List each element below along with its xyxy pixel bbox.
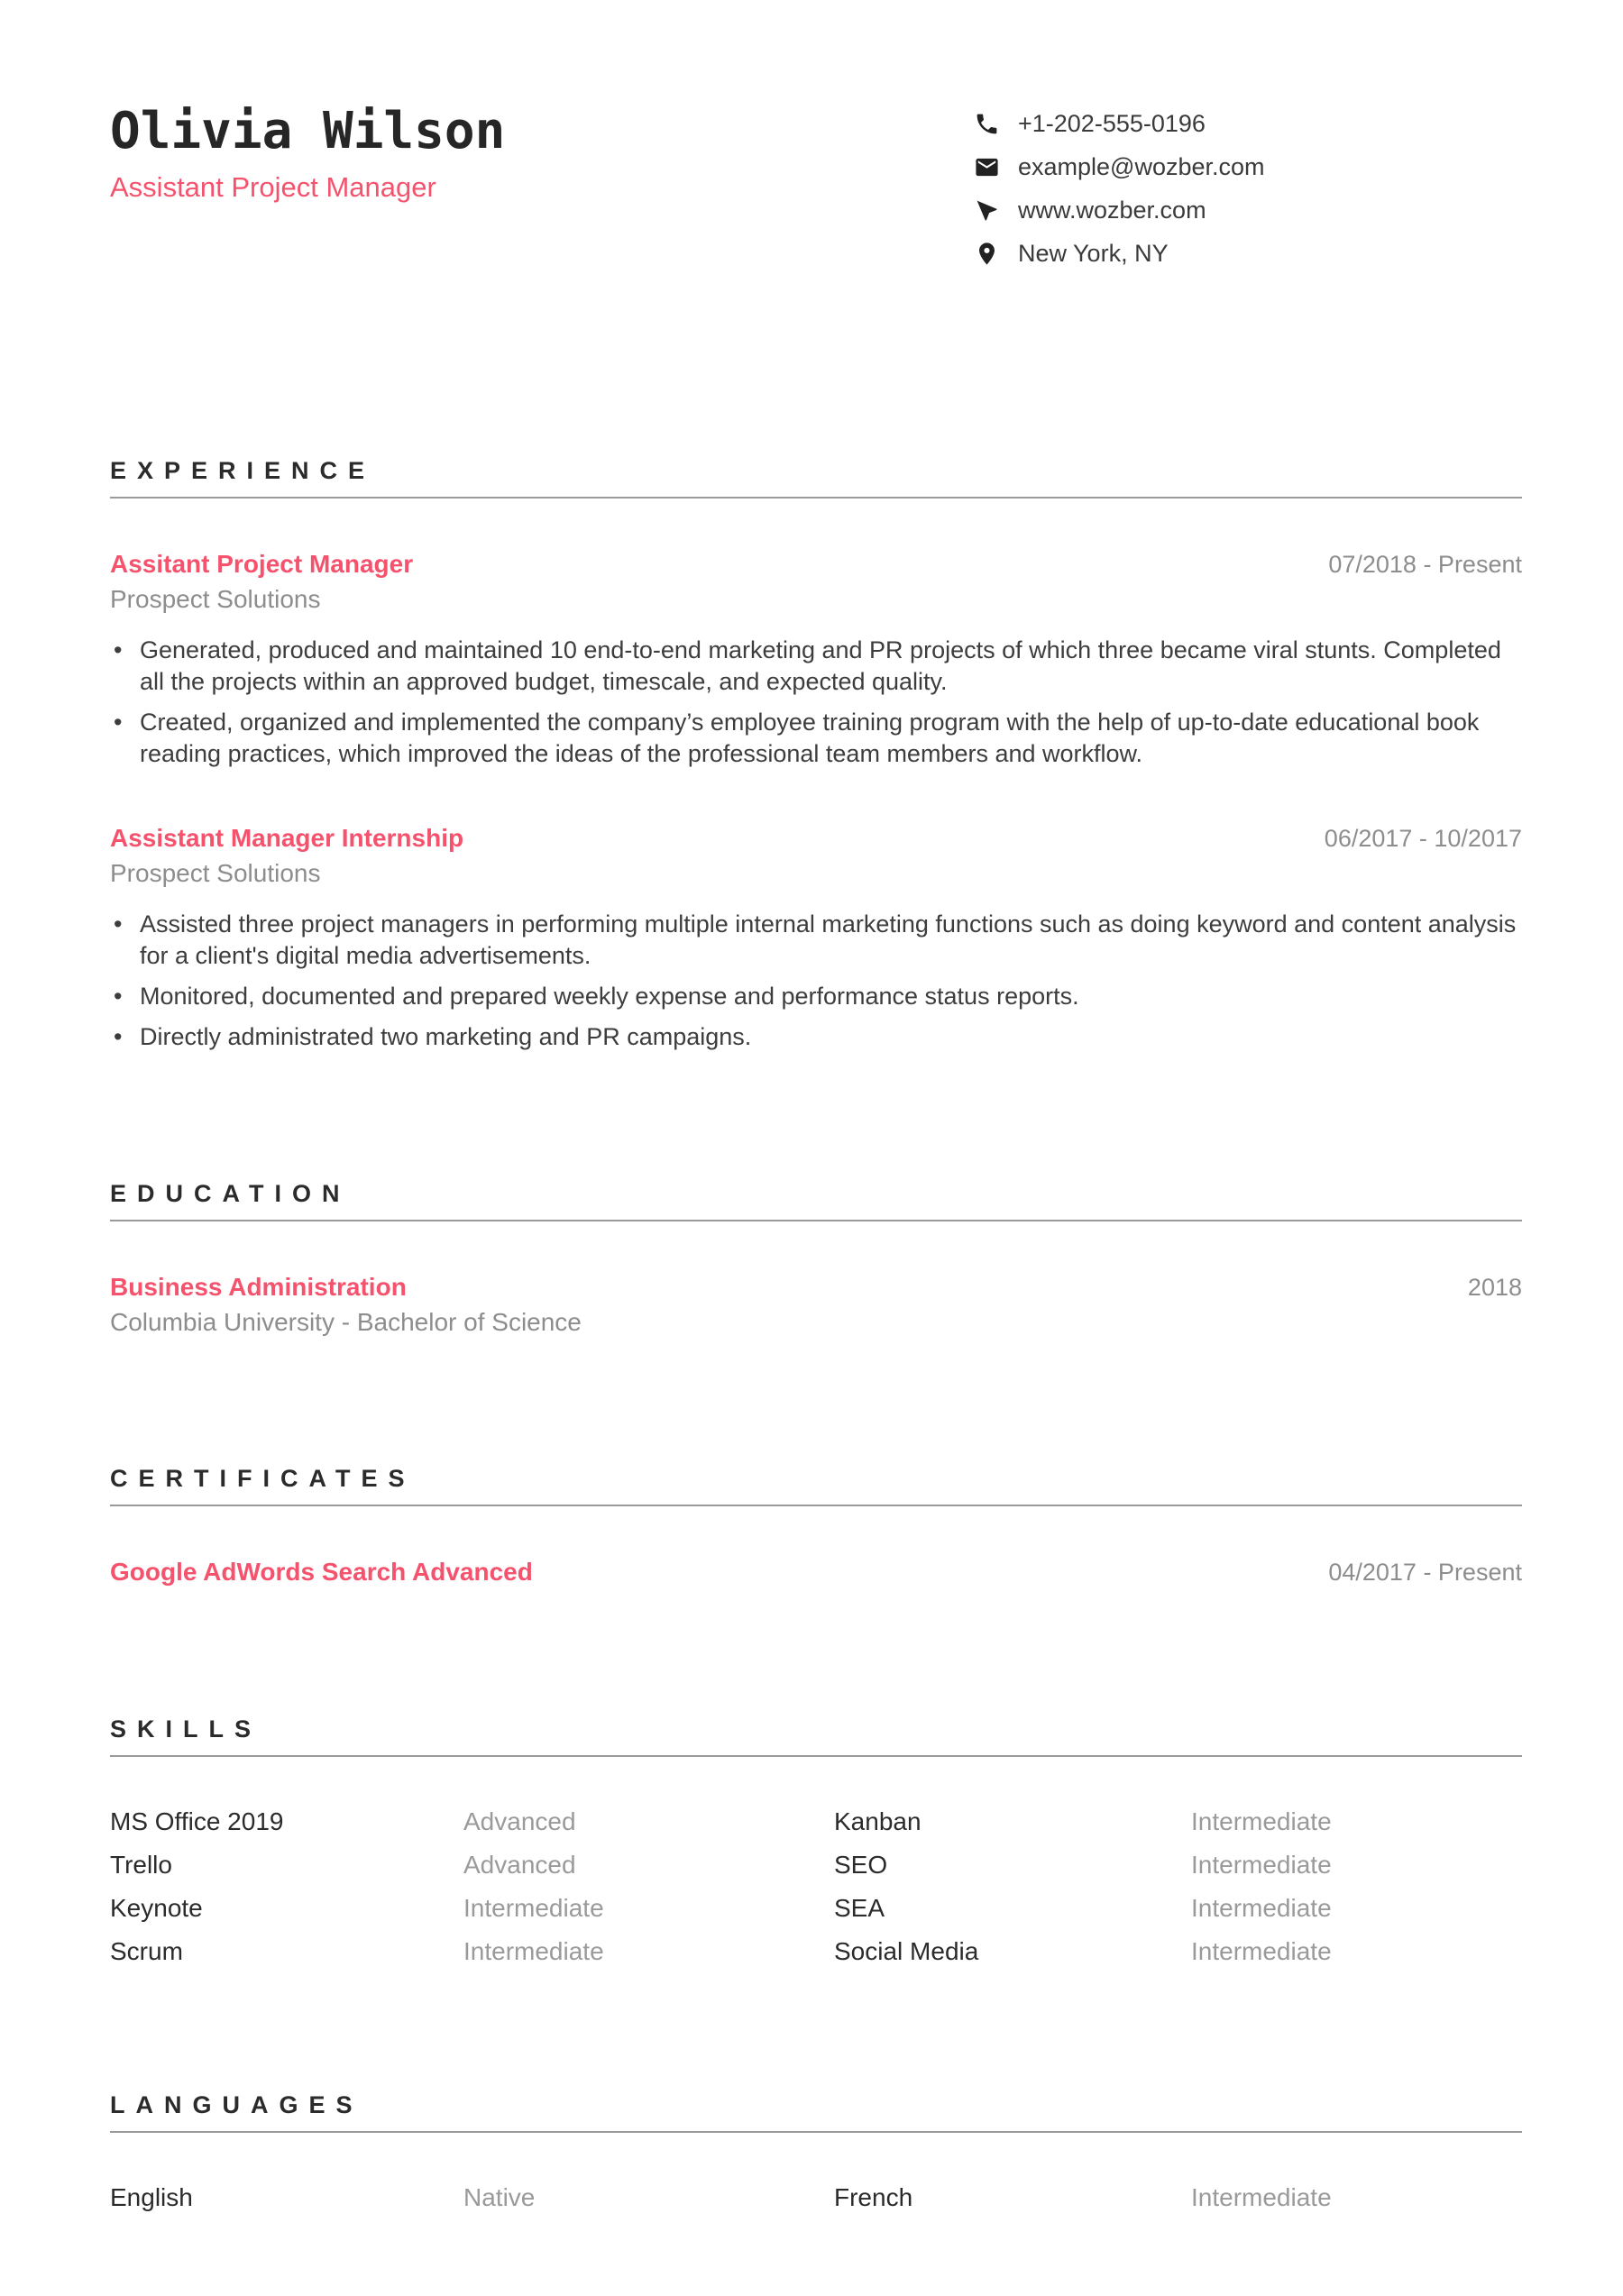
experience-dates: 06/2017 - 10/2017 [1324, 825, 1522, 852]
language-name: French [834, 2183, 913, 2211]
contact-location [974, 240, 1522, 268]
language-name: English [110, 2183, 193, 2211]
phone-icon [974, 111, 1000, 137]
section-divider [110, 2131, 1522, 2133]
certificate-item [110, 1556, 1522, 1588]
experience-item [110, 548, 1522, 770]
skill-name: MS Office 2019 [110, 1807, 284, 1835]
section-languages [110, 2090, 1522, 2210]
header [110, 102, 1522, 268]
experience-bullet: • Generated, produced and maintained 10 end-to-end marketing and PR projects of which three became viral stunts. Completed all the projects within an approved budget, timescale, and expected quality. [110, 635, 1522, 698]
section-certificates [110, 1464, 1522, 1588]
certificate-name: Google AdWords Search Advanced [110, 1558, 533, 1586]
languages-grid [110, 2185, 1522, 2210]
contact-phone-text: +1-202-555-0196 [1018, 110, 1206, 137]
experience-item [110, 822, 1522, 1053]
contact-list [974, 110, 1522, 268]
skill-level: Advanced [463, 1851, 576, 1879]
section-divider [110, 1220, 1522, 1221]
experience-bullet: • Created, organized and implemented the company’s employee training program with the help of up-to-date educational book reading practices, which improved the ideas of the professional team members and workflow. [110, 707, 1522, 770]
skill-level: Advanced [463, 1807, 576, 1835]
location-icon [974, 241, 1000, 267]
certificate-dates: 04/2017 - Present [1328, 1559, 1522, 1586]
experience-bullet: • Monitored, documented and prepared weekly expense and performance status reports. [110, 981, 1522, 1012]
experience-role: Assistant Manager Internship [110, 824, 464, 852]
skill-level: Intermediate [463, 1894, 604, 1922]
experience-role: Assitant Project Manager [110, 550, 414, 578]
education-section-title: EDUCATION [110, 1180, 351, 1207]
email-icon [974, 154, 1000, 180]
education-item [110, 1271, 1522, 1338]
contact-website [974, 197, 1522, 224]
skill-level: Intermediate [463, 1937, 604, 1965]
skill-name: Kanban [834, 1807, 922, 1835]
languages-section-title: LANGUAGES [110, 2091, 363, 2118]
experience-item-head [110, 548, 1522, 581]
section-skills [110, 1715, 1522, 1964]
identity-block [110, 102, 506, 204]
education-dates: 2018 [1467, 1274, 1522, 1301]
certificate-item-head [110, 1556, 1522, 1588]
experience-bullet: • Assisted three project managers in performing multiple internal marketing functions such as doing keyword and content analysis for a client's digital media advertisements. [110, 909, 1522, 972]
section-experience [110, 456, 1522, 1053]
contact-phone [974, 110, 1522, 138]
experience-dates: 07/2018 - Present [1328, 551, 1522, 578]
skill-level: Intermediate [1191, 1894, 1332, 1922]
experience-section-title: EXPERIENCE [110, 457, 376, 484]
education-school: Columbia University - Bachelor of Science [110, 1308, 582, 1336]
certificates-section-title: CERTIFICATES [110, 1465, 416, 1492]
section-divider [110, 497, 1522, 499]
education-degree: Business Administration [110, 1273, 407, 1301]
skill-level: Intermediate [1191, 1807, 1332, 1835]
experience-company: Prospect Solutions [110, 859, 321, 887]
section-education [110, 1179, 1522, 1338]
skill-name: Scrum [110, 1937, 183, 1965]
education-item-head [110, 1271, 1522, 1304]
section-divider [110, 1755, 1522, 1757]
experience-bullet: • Directly administrated two marketing and PR campaigns. [110, 1021, 1522, 1053]
skills-section-title: SKILLS [110, 1715, 262, 1743]
person-name: Olivia Wilson [110, 102, 506, 160]
skill-name: SEO [834, 1851, 888, 1879]
contact-location-text: New York, NY [1018, 240, 1169, 267]
skills-grid [110, 1809, 1522, 1964]
skill-name: SEA [834, 1894, 885, 1922]
skill-level: Intermediate [1191, 1851, 1332, 1879]
skill-name: Trello [110, 1851, 172, 1879]
experience-company: Prospect Solutions [110, 585, 321, 613]
contact-website-text: www.wozber.com [1018, 197, 1206, 224]
skill-name: Keynote [110, 1894, 203, 1922]
language-level: Intermediate [1191, 2183, 1332, 2211]
experience-bullets [110, 635, 1522, 770]
contact-email [974, 153, 1522, 181]
language-level: Native [463, 2183, 536, 2211]
experience-bullets [110, 909, 1522, 1053]
skill-level: Intermediate [1191, 1937, 1332, 1965]
skill-name: Social Media [834, 1937, 979, 1965]
contact-email-text: example@wozber.com [1018, 153, 1265, 180]
person-job-title: Assistant Project Manager [110, 171, 436, 203]
section-divider [110, 1505, 1522, 1506]
cursor-icon [974, 197, 1000, 224]
experience-item-head [110, 822, 1522, 855]
